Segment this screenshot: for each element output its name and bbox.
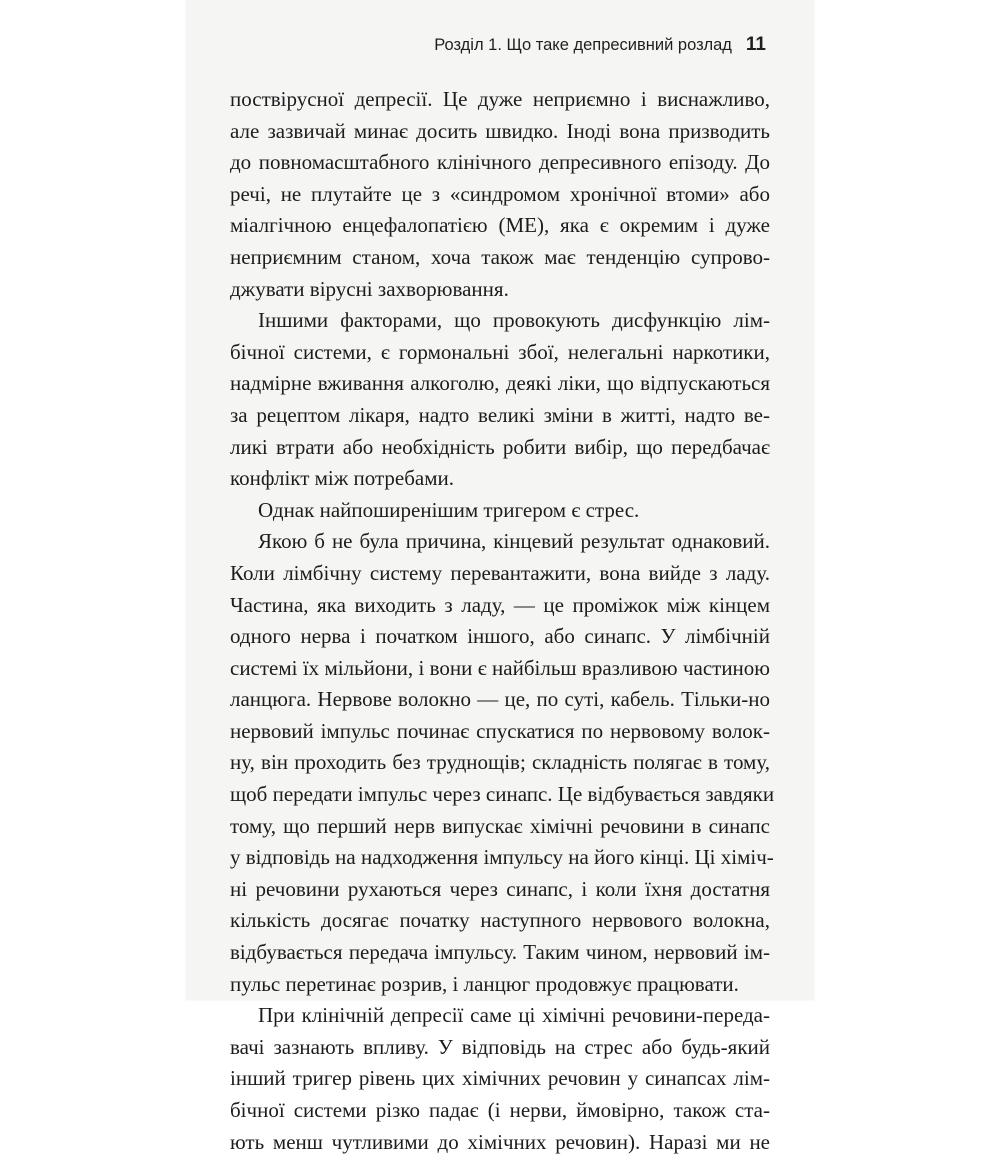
paragraph [230,495,770,527]
text-line: ні речовини рухаються через синапс, і коли їхня достатня [230,876,770,901]
body-text [230,84,775,1158]
text-line: ють менш чутливими до хімічних речовин). Наразі ми не [230,1129,770,1154]
text-line: міалгічною енцефалопатією (МЕ), яка є окремим і дуже [230,213,770,238]
chapter-title: Розділ 1. Що таке депресивний розлад [434,36,732,54]
text-line: Частина, яка виходить з ладу, — це проміжок між кінцем [230,592,770,617]
text-line: вачі зазнають впливу. У відповідь на стрес або будь-який [230,1034,770,1059]
text-line: за рецептом лікаря, надто великі зміни в житті, надто ве- [230,402,770,427]
text-line: ну, він проходить без труднощів; складність полягає в тому, [230,750,770,775]
text-line: Коли лімбічну систему перевантажити, вона вийде з ладу. [230,560,770,585]
text-line: бічної системи, є гормональні збої, нелегальні наркотики, [230,339,770,364]
text-line: джувати вірусні захворювання. [230,276,509,301]
text-line: системі їх мільйони, і вони є найбільш вразливою частиною [230,655,770,680]
paragraph [230,1000,770,1158]
text-line: відбувається передача імпульсу. Таким чином, нервовий ім- [230,940,770,965]
text-line: інший тригер рівень цих хімічних речовин у синапсах лім- [230,1066,770,1091]
text-line: Якою б не була причина, кінцевий результат однаковий. [258,529,770,554]
text-line: бічної системи різко падає (і нерви, ймовірно, також ста- [230,1098,770,1122]
text-line: Однак найпоширенішим тригером є стрес. [258,497,640,522]
text-line: щоб передати імпульс через синапс. Це відбувається завдяки [230,782,775,807]
text-line: Іншими факторами, що провокують дисфункцію лім- [258,308,770,333]
text-line: одного нерва і початком іншого, або синапс. У лімбічній [230,624,770,649]
text-line: поствірусної депресії. Це дуже неприємно і виснажливо, [230,87,770,111]
paragraph [230,84,770,305]
text-line: але зазвичай минає досить швидко. Іноді вона призводить [230,118,770,143]
text-line: пульс перетинає розрив, і ланцюг продовжує працювати. [230,971,739,996]
text-line: нервовий імпульс починає спускатися по нервовому волок- [230,718,770,743]
text-line: конфлікт між потребами. [230,466,455,491]
text-line: кількість досягає початку наступного нервового волокна, [230,908,770,933]
paragraph [230,526,775,1000]
page-number: 11 [745,34,766,55]
text-line: ликі втрати або необхідність робити вибір, що передбачає [230,434,770,459]
text-line: речі, не плутайте це з «синдромом хронічної втоми» або [230,181,770,206]
book-page [186,0,814,1154]
text-line: неприємним станом, хоча також має тенденцію супрово- [230,244,770,269]
text-line: до повномасштабного клінічного депресивного епізоду. До [230,150,770,175]
paragraph [230,305,770,495]
text-line: При клінічній депресії саме ці хімічні речовини-переда- [258,1003,770,1028]
text-line: ланцюга. Нервове волокно — це, по суті, кабель. Тільки-но [230,687,770,712]
text-line: у відповідь на надходження імпульсу на його кінці. Ці хіміч- [230,845,774,870]
running-head [434,34,766,56]
text-line: тому, що перший нерв випускає хімічні речовини в синапс [230,813,770,838]
text-line: надмірне вживання алкоголю, деякі ліки, що відпускаються [230,371,770,396]
